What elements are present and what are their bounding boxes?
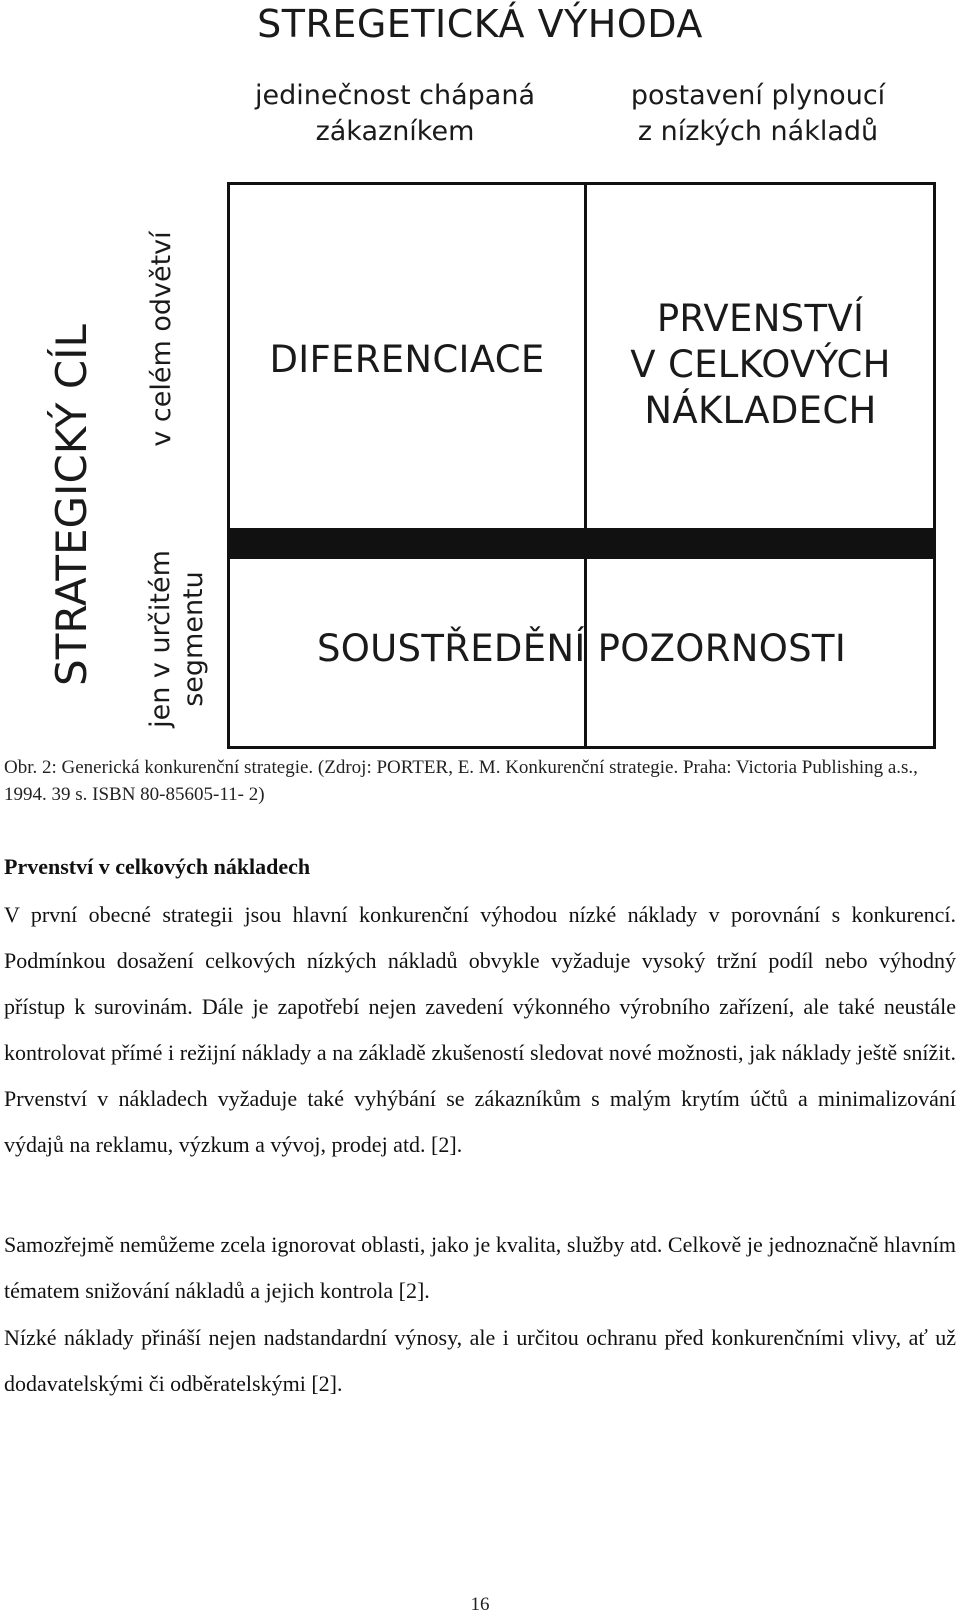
column-header-low-cost-line-1: postavení plynoucí [630, 80, 886, 111]
row-label-segment-line-1: jen v určitém [145, 550, 176, 728]
row-label-segment-line-2: segmentu [178, 571, 209, 707]
column-header-low-cost-line-2: z nízkých nákladů [637, 116, 879, 147]
cell-focus: SOUSTŘEDĚNÍ POZORNOSTI [316, 627, 847, 670]
strategy-matrix-divider-band [229, 528, 934, 559]
cell-cost-line-2: V CELKOVÝCH [630, 343, 891, 386]
cell-cost-leadership [587, 296, 934, 434]
row-label-segment [144, 519, 212, 759]
figure-title: STREGETICKÁ VÝHODA [257, 2, 703, 46]
cell-cost-line-1: PRVENSTVÍ [656, 297, 865, 340]
paragraph-1: V první obecné strategii jsou hlavní konkurenční výhodou nízké náklady v porovnání s konkurencí. Podmínkou dosažení celkových nízkých nákladů obvykle vyžaduje vysoký tržní podíl nebo výhodný přístup k surovinám. Dále je zapotřebí nejen zavedení výkonného výrobního zařízení, ale také neustále kontrolovat přímé i režijní náklady a na základě zkušeností sledovat nové možnosti, jak náklady ještě snížit. Prvenství v nákladech vyžaduje také vyhýbání se zákazníkům s malým krytím účtů a minimalizování výdajů na reklamu, výzkum a vývoj, prodej atd. [2]. [4, 902, 956, 1157]
row-label-whole-industry: v celém odvětví [146, 231, 177, 447]
axis-label-strategic-goal: STRATEGICKÝ CÍL [47, 324, 96, 686]
column-header-low-cost [588, 78, 928, 150]
column-header-uniqueness [225, 78, 565, 150]
cell-cost-line-3: NÁKLADECH [644, 389, 877, 432]
column-header-uniqueness-line-1: jedinečnost chápaná [254, 80, 536, 111]
paragraph-2: Samozřejmě nemůžeme zcela ignorovat oblasti, jako je kvalita, služby atd. Celkově je jednoznačně hlavním tématem snižování nákladů a jejich kontrola [2]. [4, 1232, 956, 1303]
section-heading: Prvenství v celkových nákladech [4, 854, 311, 879]
paragraph-3: Nízké náklady přináší nejen nadstandardní výnosy, ale i určitou ochranu před konkurenčními vlivy, ať už dodavatelskými či odběratelskými [2]. [4, 1325, 956, 1396]
cell-differentiation: DIFERENCIACE [269, 338, 545, 381]
page-number: 16 [470, 1594, 490, 1615]
figure-caption: Obr. 2: Generická konkurenční strategie. (Zdroj: PORTER, E. M. Konkurenční strategie. Praha: Victoria Publishing a.s., 1994. 39 s. ISBN 80-85605-11- 2) [4, 757, 918, 805]
column-header-uniqueness-line-2: zákazníkem [315, 116, 475, 147]
